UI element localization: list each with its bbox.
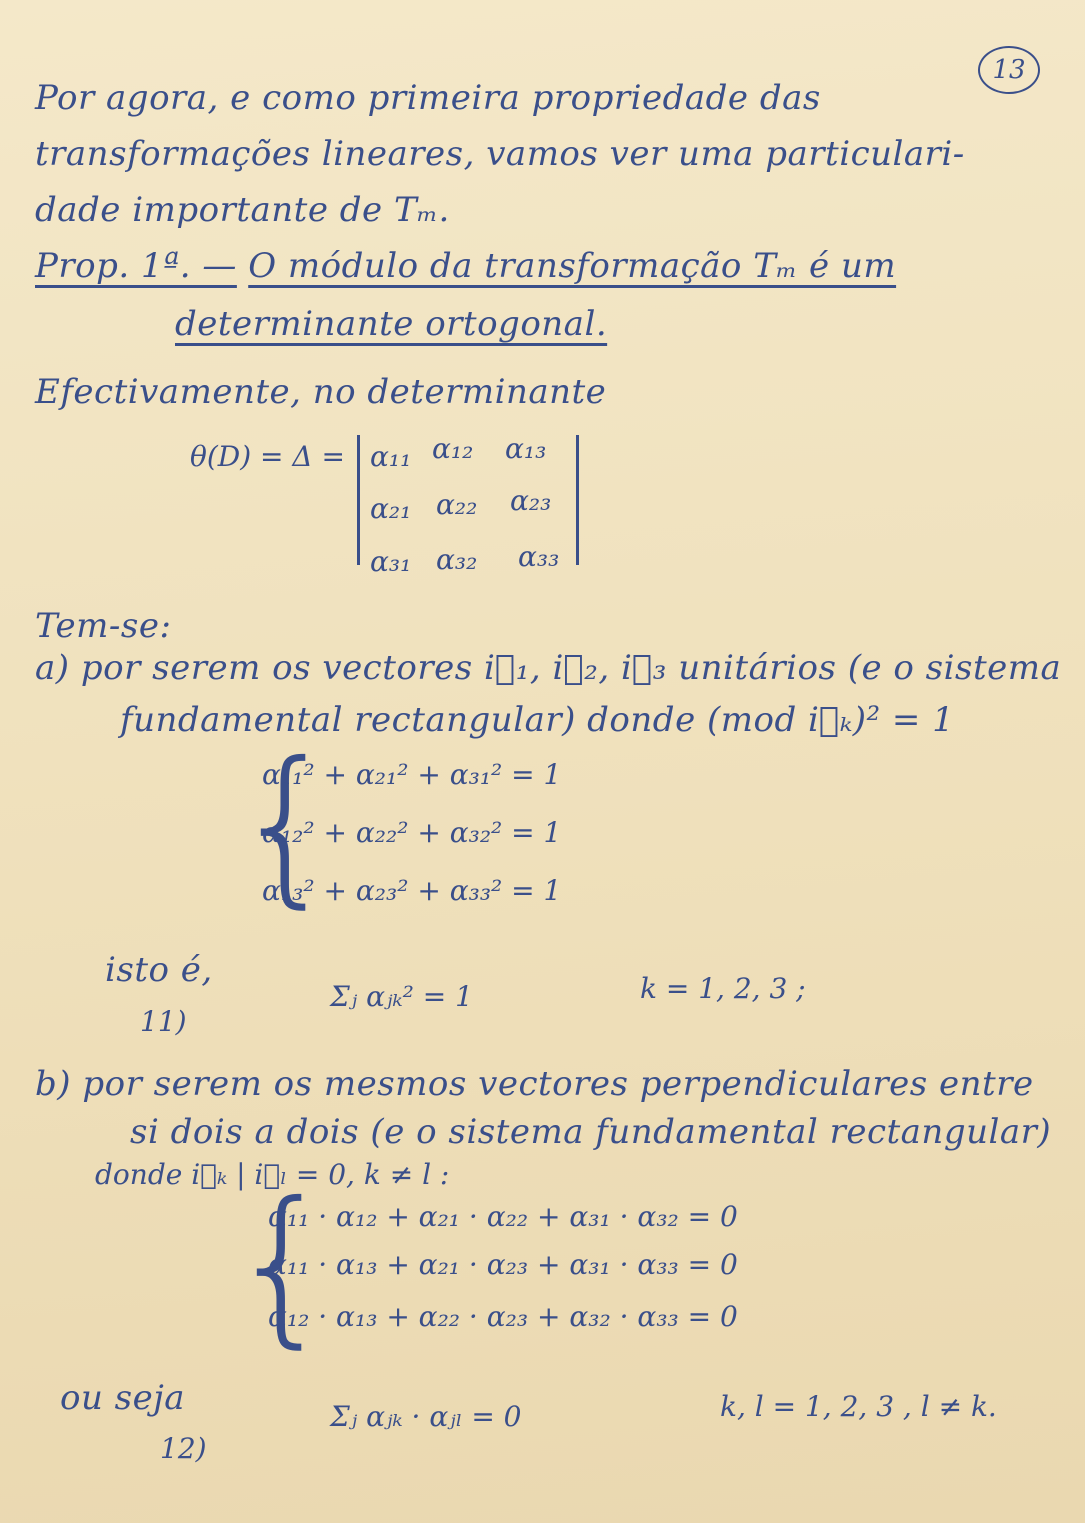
- det-cell: α₃₃: [518, 540, 560, 573]
- prop-label: Prop. 1ª. —: [35, 246, 237, 286]
- system-a-brace: {: [232, 726, 341, 924]
- eq-12-formula: Σⱼ αⱼₖ · αⱼₗ = 0: [330, 1400, 522, 1433]
- proposition: [35, 246, 896, 286]
- det-cell: α₁₁: [370, 440, 412, 473]
- det-cell: α₂₁: [370, 492, 412, 525]
- system-b-eq-1: α₁₁ · α₁₂ + α₂₁ · α₂₂ + α₃₁ · α₃₂ = 0: [268, 1200, 738, 1233]
- system-a-eq-1: α₁₁² + α₂₁² + α₃₁² = 1: [262, 758, 562, 791]
- item-a-cont: fundamental rectangular) donde (mod i⃗ₖ)² = 1: [120, 700, 955, 740]
- det-cell: α₁₂: [432, 432, 474, 465]
- det-cell: α₁₃: [505, 432, 547, 465]
- item-b-line-1: b) por serem os mesmos vectores perpendiculares entre: [35, 1064, 1034, 1104]
- determinant-right-bar: [576, 435, 579, 565]
- text-line-3: dade importante de Tₘ.: [35, 190, 450, 230]
- determinant-left-bar: [357, 435, 360, 565]
- item-b-condition: donde i⃗ₖ | i⃗ₗ = 0, k ≠ l :: [95, 1158, 450, 1191]
- eq-12-range: k, l = 1, 2, 3 , l ≠ k.: [720, 1390, 997, 1423]
- eq-12-label: 12): [160, 1432, 207, 1465]
- system-a-eq-3: α₁₃² + α₂₃² + α₃₃² = 1: [262, 874, 562, 907]
- det-cell: α₂₃: [510, 484, 552, 517]
- text-line-1: Por agora, e como primeira propriedade das: [35, 78, 821, 118]
- eq-11-formula: Σⱼ αⱼₖ² = 1: [330, 980, 473, 1013]
- text-line-tem-se: Tem-se:: [35, 606, 172, 646]
- eq-11-range: k = 1, 2, 3 ;: [640, 972, 806, 1005]
- item-a-lead: a) por serem os vectores i⃗₁, i⃗₂, i⃗₃ unitários (e o sistema: [35, 648, 1062, 688]
- text-line-effectively: Efectivamente, no determinante: [35, 372, 607, 412]
- text-line-ou-seja: ou seja: [60, 1378, 186, 1418]
- prop-statement-2: determinante ortogonal.: [175, 304, 608, 344]
- det-cell: α₃₂: [436, 543, 478, 576]
- prop-statement: O módulo da transformação Tₘ é um: [248, 246, 897, 286]
- system-b-eq-2: α₁₁ · α₁₃ + α₂₁ · α₂₃ + α₃₁ · α₃₃ = 0: [268, 1248, 738, 1281]
- page-number: 13: [978, 46, 1040, 94]
- det-cell: α₂₂: [436, 488, 478, 521]
- text-line-2: transformações lineares, vamos ver uma particulari-: [35, 134, 965, 174]
- eq-11-label: 11): [140, 1005, 187, 1038]
- item-b-line-2: si dois a dois (e o sistema fundamental rectangular): [130, 1112, 1052, 1152]
- det-cell: α₃₁: [370, 545, 412, 578]
- system-b-eq-3: α₁₂ · α₁₃ + α₂₂ · α₂₃ + α₃₂ · α₃₃ = 0: [268, 1300, 738, 1333]
- system-a-eq-2: α₁₂² + α₂₂² + α₃₂² = 1: [262, 816, 562, 849]
- system-b-brace: {: [228, 1166, 337, 1364]
- text-line-isto-e: isto é,: [105, 950, 213, 990]
- determinant-lhs: θ(D) = Δ =: [190, 440, 345, 473]
